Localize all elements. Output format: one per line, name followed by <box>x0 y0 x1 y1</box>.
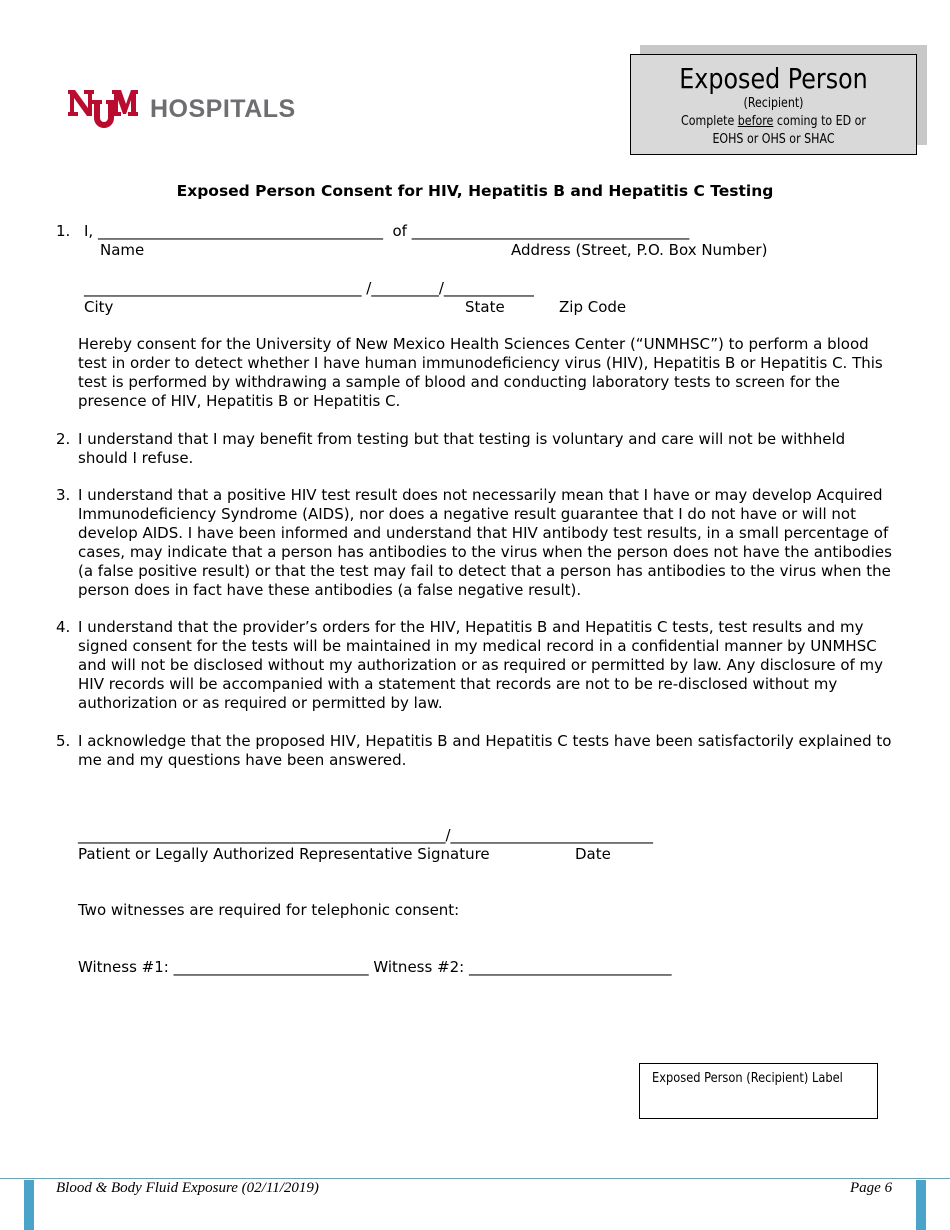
stamp-subtitle: (Recipient) <box>743 96 804 111</box>
footer-bar-left <box>24 1180 34 1230</box>
name-address-line[interactable]: I, ______________________________________ of _____________________________________ <box>84 222 690 240</box>
state-label: State <box>465 298 505 316</box>
footer-divider <box>0 1178 950 1179</box>
date-label: Date <box>575 845 611 863</box>
signature-label: Patient or Legally Authorized Representative Signature <box>78 845 490 863</box>
unm-hospitals-logo <box>68 86 296 132</box>
witness-note: Two witnesses are required for telephonic consent: <box>78 901 460 919</box>
recipient-label-text: Exposed Person (Recipient) Label <box>652 1071 843 1086</box>
city-label: City <box>84 298 114 316</box>
stamp-line-2: EOHS or OHS or SHAC <box>712 132 835 147</box>
item-number-3: 3. <box>56 486 71 504</box>
stamp-title: Exposed Person <box>679 62 868 95</box>
logo-text: HOSPITALS <box>150 94 296 123</box>
signature-date-line[interactable]: _________________________________________________/___________________________ <box>78 826 654 844</box>
consent-paragraph: Hereby consent for the University of New Mexico Health Sciences Center (“UNMHSC”) to perform a blood test in order to detect whether I have human immunodeficiency virus (HIV), Hepatitis B or Hepatitis C. This test is performed by withdrawing a sample of blood and conducting laboratory tests to screen for the presence of HIV, Hepatitis B or Hepatitis C. <box>78 335 883 410</box>
address-label: Address (Street, P.O. Box Number) <box>511 241 768 259</box>
recipient-label-box <box>639 1063 878 1119</box>
item-number-5: 5. <box>56 732 71 750</box>
paragraph-5: I acknowledge that the proposed HIV, Hepatitis B and Hepatitis C tests have been satisfactorily explained to me and my questions have been answered. <box>78 732 892 769</box>
name-label: Name <box>100 241 145 259</box>
footer-bar-right <box>916 1180 926 1230</box>
witness-lines[interactable]: Witness #1: __________________________ Witness #2: ___________________________ <box>78 958 672 976</box>
footer-page-number: Page 6 <box>850 1180 893 1196</box>
paragraph-4: I understand that the provider’s orders for the HIV, Hepatitis B and Hepatitis C tests, test results and my signed consent for the tests will be maintained in my medical record in a confidential manner by UNMHSC and will not be disclosed without my authorization or as required or permitted by law. Any disclosure of my HIV records will be accompanied with a statement that records are not to be re-disclosed without my authorization or as required or permitted by law. <box>78 618 884 712</box>
paragraph-2: I understand that I may benefit from testing but that testing is voluntary and care will not be withheld should I refuse. <box>78 430 846 467</box>
paragraph-3: I understand that a positive HIV test result does not necessarily mean that I have or may develop Acquired Immunodeficiency Syndrome (AIDS), nor does a negative result guarantee that I do not have or will not develop AIDS. I have been informed and understand that HIV antibody test results, in a small percentage of cases, may indicate that a person has antibodies to the virus when the person does not have the antibodies (a false positive result) or that the test may fail to detect that a person has antibodies to the virus when the person does in fact have these antibodies (a false negative result). <box>78 486 892 599</box>
footer-document-title: Blood & Body Fluid Exposure (02/11/2019) <box>56 1180 319 1196</box>
city-state-zip-line[interactable]: _____________________________________ /_________/____________ <box>84 279 534 297</box>
exposed-person-stamp <box>630 54 917 155</box>
stamp-line-1: Complete before coming to ED or <box>681 114 866 129</box>
item-number-4: 4. <box>56 618 71 636</box>
item-number-1: 1. <box>56 222 71 240</box>
form-title: Exposed Person Consent for HIV, Hepatitis B and Hepatitis C Testing <box>176 182 774 200</box>
item-number-2: 2. <box>56 430 71 448</box>
unm-logo-icon <box>68 86 138 132</box>
zip-label: Zip Code <box>559 298 627 316</box>
